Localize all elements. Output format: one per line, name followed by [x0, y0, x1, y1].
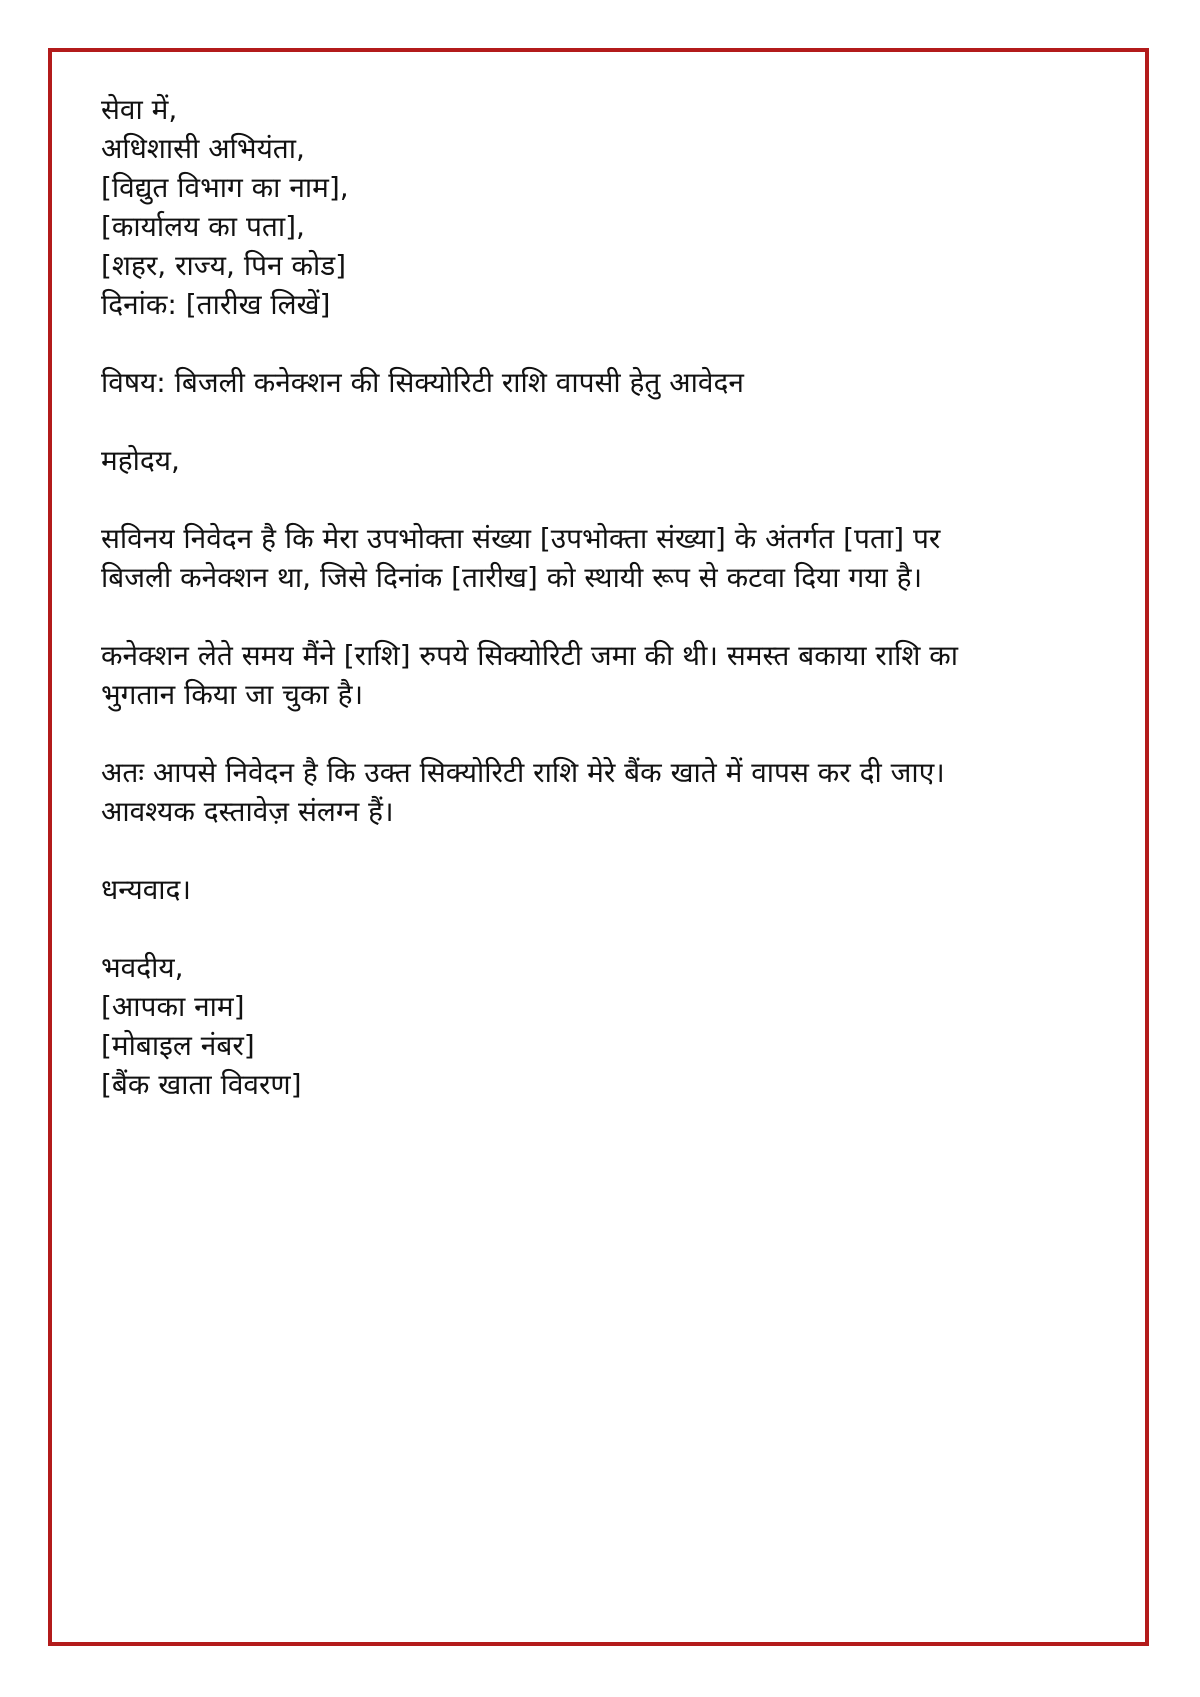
letter-date: दिनांक: [तारीख लिखें] — [101, 288, 331, 321]
paragraph-1-line-2: बिजली कनेक्शन था, जिसे दिनांक [तारीख] को स्थायी रूप से कटवा दिया गया है। — [101, 561, 923, 594]
recipient-line-3: [विद्युत विभाग का नाम], — [101, 171, 349, 204]
sender-name: [आपका नाम] — [101, 990, 245, 1023]
subject-line: विषय: बिजली कनेक्शन की सिक्योरिटी राशि वापसी हेतु आवेदन — [101, 366, 744, 399]
paragraph-3-line-2: आवश्यक दस्तावेज़ संलग्न हैं। — [101, 795, 394, 828]
paragraph-2-line-2: भुगतान किया जा चुका है। — [101, 678, 364, 711]
letter-body — [101, 90, 1091, 1104]
paragraph-1 — [101, 519, 1091, 597]
paragraph-2-line-1: कनेक्शन लेते समय मैंने [राशि] रुपये सिक्योरिटी जमा की थी। समस्त बकाया राशि का — [101, 639, 959, 672]
closing-line-1: भवदीय, — [101, 951, 184, 984]
paragraph-2 — [101, 636, 1091, 714]
recipient-line-5: [शहर, राज्य, पिन कोड] — [101, 249, 347, 282]
closing-signature — [101, 948, 1091, 1104]
sender-bank-details: [बैंक खाता विवरण] — [101, 1068, 302, 1101]
sender-mobile: [मोबाइल नंबर] — [101, 1029, 255, 1062]
recipient-line-1: सेवा में, — [101, 93, 178, 126]
recipient-line-2: अधिशासी अभियंता, — [101, 132, 305, 165]
paragraph-1-line-1: सविनय निवेदन है कि मेरा उपभोक्ता संख्या [उपभोक्ता संख्या] के अंतर्गत [पता] पर — [101, 522, 941, 555]
salutation: महोदय, — [101, 444, 180, 477]
thanks-line: धन्यवाद। — [101, 873, 192, 906]
recipient-address — [101, 90, 1091, 324]
paragraph-3-line-1: अतः आपसे निवेदन है कि उक्त सिक्योरिटी राशि मेरे बैंक खाते में वापस कर दी जाए। — [101, 756, 945, 789]
paragraph-3 — [101, 753, 1091, 831]
recipient-line-4: [कार्यालय का पता], — [101, 210, 305, 243]
